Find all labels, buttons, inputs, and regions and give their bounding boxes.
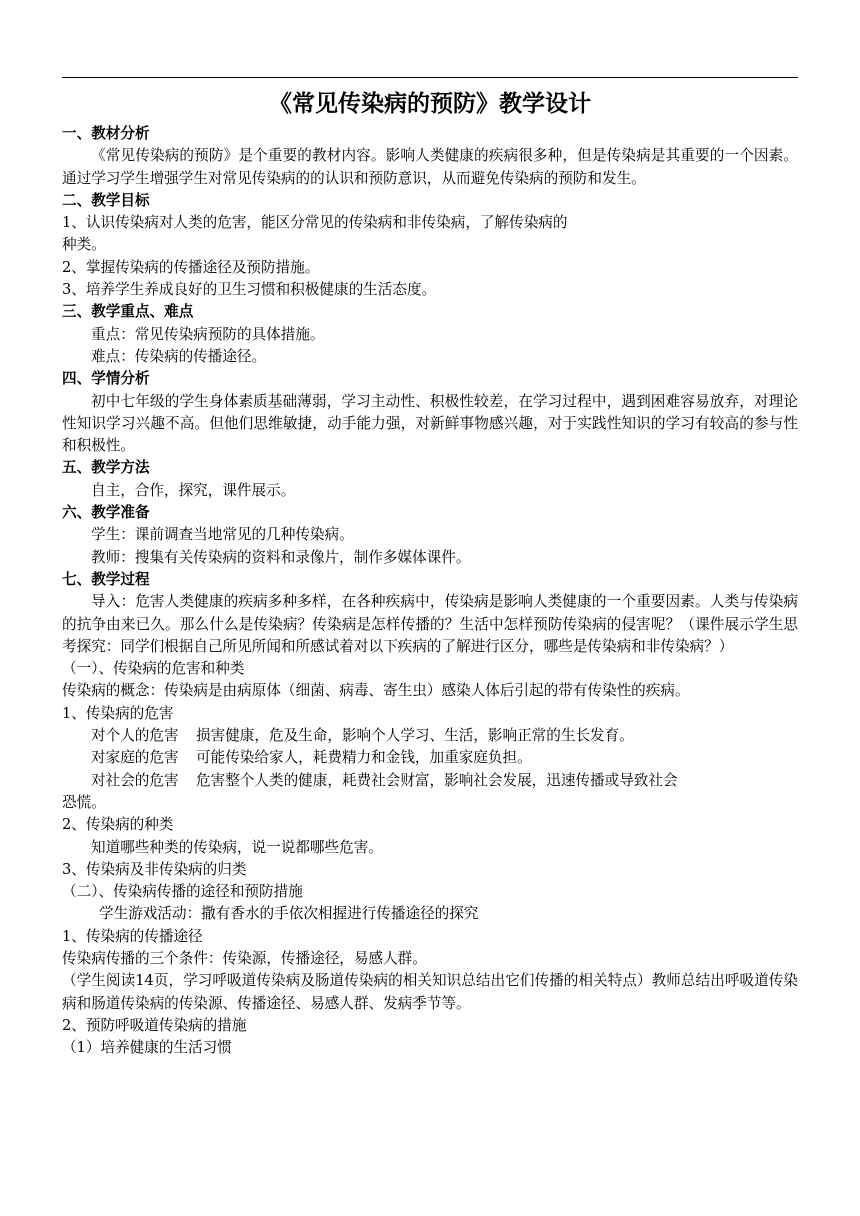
paragraph: 自主，合作，探究，课件展示。 — [91, 481, 296, 499]
paragraph: 知道哪些种类的传染病，说一说都哪些危害。 — [91, 838, 383, 856]
hazard-text: 危害整个人类的健康，耗费社会财富，影响社会发展，迅速传播或导致社会 — [196, 771, 678, 789]
hazard-text: 损害健康，危及生命，影响个人学习、生活，影响正常的生长发育。 — [196, 727, 634, 745]
section-heading: 三、教学重点、难点 — [62, 303, 194, 321]
paragraph: 教师：搜集有关传染病的资料和录像片，制作多媒体课件。 — [91, 548, 471, 566]
section-heading: 六、教学准备 — [62, 504, 150, 522]
paragraph: 2、掌握传染病的传播途径及预防措施。 — [62, 258, 320, 276]
hazard-row — [62, 770, 798, 792]
hazard-label: 对家庭的危害 — [91, 749, 179, 767]
section-heading: 四、学情分析 — [62, 370, 150, 388]
paragraph: 难点：传染病的传播途径。 — [91, 347, 267, 365]
section-heading: 二、教学目标 — [62, 191, 150, 209]
hazards-list — [62, 725, 798, 792]
hazard-label: 对社会的危害 — [91, 771, 179, 789]
document-page — [62, 88, 798, 1059]
paragraph: 传染病的概念：传染病是由病原体（细菌、病毒、寄生虫）感染人体后引起的带有传染性的疾病。 — [62, 682, 690, 700]
hazard-row — [62, 725, 798, 747]
paragraph: 学生游戏活动：撒有香水的手依次相握进行传播途径的探究 — [99, 905, 479, 923]
paragraph: 2、传染病的种类 — [62, 816, 174, 834]
paragraph: （1）培养健康的生活习惯 — [62, 1039, 232, 1057]
paragraph: 1、传染病的危害 — [62, 704, 174, 722]
hazard-text: 可能传染给家人，耗费精力和金钱，加重家庭负担。 — [196, 749, 532, 767]
paragraph: （学生阅读14页，学习呼吸道传染病及肠道传染病的相关知识总结出它们传播的相关特点）教师总结出呼吸道传染病和肠道传染病的传染源、传播途径、易感人群、发病季节等。 — [62, 972, 798, 1012]
paragraph: 2、预防呼吸道传染病的措施 — [62, 1016, 247, 1034]
hazard-row — [62, 747, 798, 769]
paragraph: 《常见传染病的预防》是个重要的教材内容。影响人类健康的疾病很多种，但是传染病是其重要的一个因素。通过学习学生增强学生对常见传染病的的认识和预防意识，从而避免传染病的预防和发生。 — [62, 147, 798, 187]
paragraph: 传染病传播的三个条件：传染源，传播途径，易感人群。 — [62, 949, 427, 967]
paragraph: 初中七年级的学生身体素质基础薄弱，学习主动性、积极性较差，在学习过程中，遇到困难容易放弃，对理论性知识学习兴趣不高。但他们思维敏捷，动手能力强，对新鲜事物感兴趣，对于实践性知识的学习有较高的参与性和积极性。 — [62, 392, 798, 455]
paragraph: （一）、传染病的危害和种类 — [62, 660, 245, 678]
paragraph: 3、传染病及非传染病的归类 — [62, 860, 247, 878]
paragraph: 学生：课前调查当地常见的几种传染病。 — [91, 526, 354, 544]
paragraph: 1、传染病的传播途径 — [62, 927, 203, 945]
paragraph: 重点：常见传染病预防的具体措施。 — [91, 325, 325, 343]
section-block-2 — [62, 792, 798, 1060]
section-heading: 五、教学方法 — [62, 459, 150, 477]
paragraph: 1、认识传染病对人类的危害，能区分常见的传染病和非传染病，了解传染病的 — [62, 214, 568, 232]
section-block-1 — [62, 123, 798, 725]
paragraph: 种类。 — [62, 236, 106, 254]
document-title: 《常见传染病的预防》教学设计 — [269, 91, 591, 117]
paragraph: （二）、传染病传播的途径和预防措施 — [62, 883, 303, 901]
section-heading: 一、教材分析 — [62, 125, 150, 142]
paragraph: 3、培养学生养成良好的卫生习惯和积极健康的生活态度。 — [62, 281, 437, 299]
section-heading: 七、教学过程 — [62, 570, 150, 588]
hazard-label: 对个人的危害 — [91, 727, 179, 745]
header-rule — [62, 77, 798, 78]
paragraph: 恐慌。 — [62, 793, 106, 811]
paragraph: 导入：危害人类健康的疾病多种多样，在各种疾病中，传染病是影响人类健康的一个重要因素。人类与传染病的抗争由来已久。那么什么是传染病？传染病是怎样传播的？生活中怎样预防传染病的侵害呢？（课件展示学生思考探究：同学们根据自己所见所闻和所感试着对以下疾病的了解进行区分，哪些是传染病和非传染病？） — [62, 593, 798, 655]
